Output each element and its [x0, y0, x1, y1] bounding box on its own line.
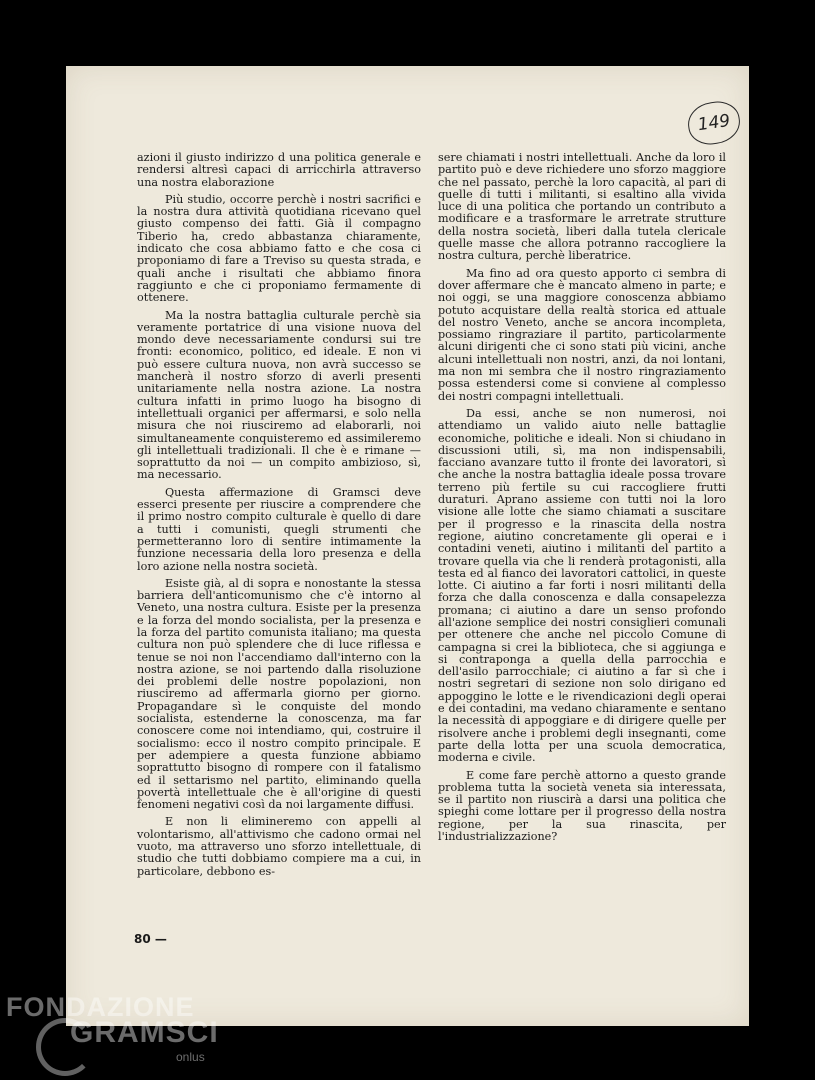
- paragraph: Ma la nostra battaglia culturale perchè sia veramente portatrice di una visione nuova del mondo deve necessariamente condursi sui tre fronti: economico, politico, ed ideale. E non vi può essere cultura nuova, non avrà successo se mancherà il nostro sforzo di averli presenti unitariamente nella nostra azione. La nostra cultura infatti in primo luogo ha bisogno di intellettuali organici per affermarsi, e solo nella misura che noi riusciremo ad elaborarli, noi simultaneamente conquisteremo ed assimileremo gli intellettuali tradizionali. Il che è e rimane — soprattutto da noi — un compito ambizioso, sì, ma necessario.: [137, 308, 421, 482]
- watermark-circle-icon: [36, 1018, 94, 1076]
- paragraph: sere chiamati i nostri intellettuali. Anche da loro il partito può e deve richiedere uno sforzo maggiore che nel passato, perchè la loro capacità, al pari di quelle di tutti i militanti, si esaltino alla vivida luce di una politica che portando un contributo a modificare e a trasformare le arretrate strutture della nostra società, liberi dalla tutela clericale quelle masse che allora potranno raccogliere la nostra cultura, perchè liberatrice.: [438, 151, 726, 263]
- paragraph: Questa affermazione di Gramsci deve esserci presente per riuscire a comprendere che il primo nostro compito culturale è quello di dare a tutti i comunisti, quegli strumenti che permetteranno loro di sentire intimamente la funzione necessaria della loro presenza e della loro azione nella nostra società.: [137, 485, 421, 573]
- paragraph: azioni il giusto indirizzo d una politica generale e rendersi altresì capaci di arricchirla attraverso una nostra elaborazione: [137, 151, 421, 189]
- page-number: 80 —: [134, 932, 167, 946]
- paragraph: Ma fino ad ora questo apporto ci sembra di dover affermare che è mancato almeno in parte; e noi oggi, se una maggiore conoscenza abbiamo potuto acquistare della realtà storica ed attuale del nostro Veneto, anche se ancora incompleta, possiamo ringraziare il partito, particolarmente alcuni dirigenti che ci sono stati più vicini, anche alcuni intellettuali non nostri, anzi, da noi lontani, ma non mi sembra che il nostro ringraziamento possa estendersi come si conviene al complesso dei nostri compagni intellettuali.: [438, 266, 726, 403]
- watermark-line1: FONDAZIONE: [6, 992, 195, 1022]
- archive-number-handwritten: 149: [685, 99, 742, 148]
- paragraph: Più studio, occorre perchè i nostri sacrifici e la nostra dura attività quotidiana ricevano quel giusto compenso dei fatti. Già il compagno Tiberio ha, credo abbastanza chiaramente, indicato che cosa abbiamo fatto e che cosa ci proponiamo di fare a Treviso su questa strada, e quali anche i risultati che abbiamo finora raggiunto e che ci proponiamo fermamente di ottenere.: [137, 192, 421, 305]
- paragraph: E non li elimineremo con appelli al volontarismo, all'attivismo che cadono ormai nel vuoto, ma attraverso uno sforzo intellettuale, di studio che tutti dobbiamo compiere ma a cui, in particolare, debbono es-: [137, 815, 421, 878]
- watermark-line3: onlus: [176, 1050, 205, 1064]
- paragraph: Da essi, anche se non numerosi, noi attendiamo un valido aiuto nelle battaglie economiche, politiche e ideali. Non si chiudano in discussioni utili, sì, ma non indispensabili, facciano avanzare tutto il fronte dei lavoratori, sì che anche la nostra battaglia ideale possa trovare terreno più fertile su cui raccogliere frutti duraturi. Aprano assieme con tutti noi la loro visione alle lotte che siamo chiamati a suscitare per il progresso e la rinascita della nostra regione, aiutino concretamente gli operai e i contadini veneti, aiutino i militanti del partito a trovare quella via che li renderà protagonisti, alla testa ed al fianco dei lavoratori cattolici, in queste lotte. Ci aiutino a far forti i nosri militanti della forza che dalla conoscenza e dalla consapelezza promana; ci aiutino a dare un senso profondo all'azione semplice dei nostri consiglieri comunali per ottenere che anche nel piccolo Comune di campagna si crei la biblioteca, che si aggiunga e si contraponga a quella della parrocchia e dell'asilo parrocchiale; ci aiutino a far sì che i nostri segretari di sezione non solo dirigano ed appoggino le lotte e le rivendicazioni degli operai e dei contadini, ma vedano chiaramente e sentano la necessità di appoggiare e di dirigere quelle per risolvere anche i problemi degli insegnanti, come parte della lotta per una scuola democratica, moderna e civile.: [438, 406, 726, 765]
- right-text-column: [438, 152, 726, 848]
- paragraph: Esiste già, al di sopra e nonostante la stessa barriera dell'anticomunismo che c'è intorno al Veneto, una nostra cultura. Esiste per la presenza e la forza del mondo socialista, per la presenza e la forza del partito comunista italiano; ma questa cultura non può splendere che di luce riflessa e tenue se noi non l'accendiamo dall'interno con la nostra azione, se noi partendo dalla risoluzione dei problemi delle nostre popolazioni, non riusciremo ad affermarla giorno per giorno. Propagandare sì le conquiste del mondo socialista, estenderne la conoscenza, ma far conoscere come noi intendiamo, qui, costruire il socialismo: ecco il nostro compito principale. E per adempiere a questa funzione abbiamo soprattutto bisogno di rompere con il fatalismo ed il settarismo nel partito, eliminando quella povertà intellettuale che è all'origine di questi fenomeni negativi così da noi largamente diffusi.: [137, 576, 421, 812]
- watermark-line2: GRAMSCI: [70, 1016, 219, 1049]
- left-text-column: [137, 152, 421, 883]
- paragraph: E come fare perchè attorno a questo grande problema tutta la società veneta sia interessata, se il partito non riuscirà a darsi una politica che spieghi come lottare per il progresso della nostra regione, per la sua rinascita, per l'industrializzazione?: [438, 768, 726, 844]
- scanned-page: [66, 66, 749, 1026]
